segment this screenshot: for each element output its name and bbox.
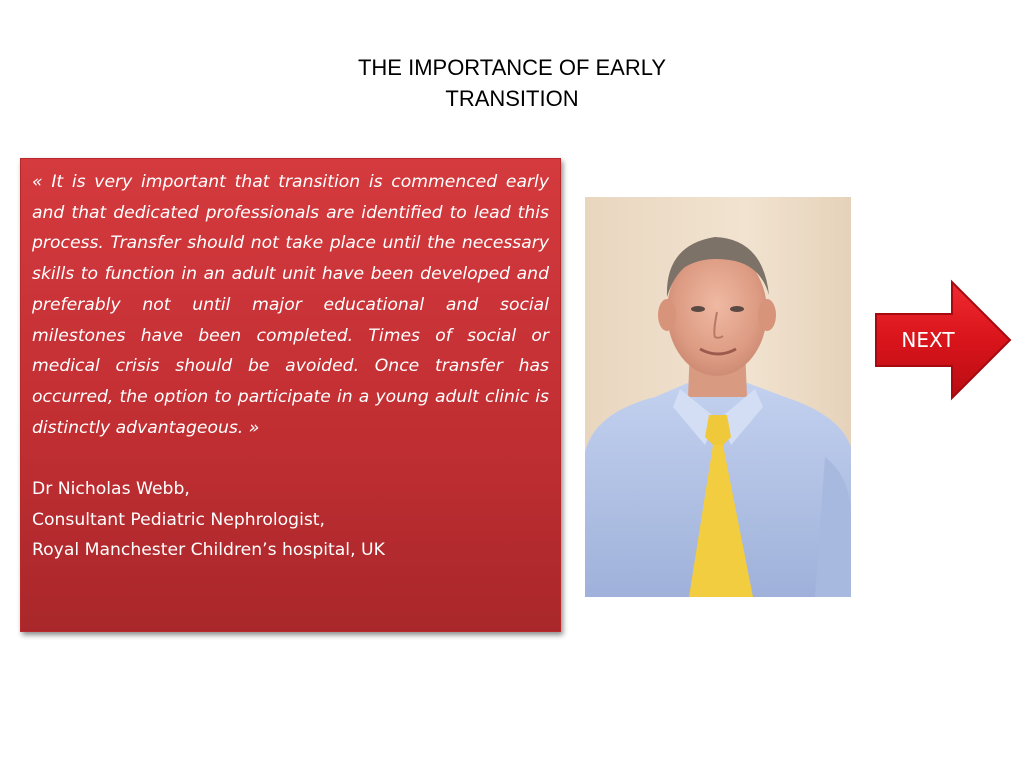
portrait-photo [585, 197, 851, 597]
quote-text: « It is very important that transition is commenced early and that dedicated professionals are identified to lead this process. Transfer should not take place until the necessary skills to function in an adult unit have been developed and preferably not until major educational and social milestones have been completed. Times of social or medical crisis should be avoided. Once transfer has occurred, the option to participate in a young adult clinic is distinctly advantageous. » [32, 172, 549, 438]
author-name: Dr Nicholas Webb, [32, 479, 190, 500]
slide-title-line-2: TRANSITION [445, 86, 579, 111]
slide-title [262, 52, 762, 114]
next-label: NEXT [901, 328, 955, 352]
slide-title-line-1: THE IMPORTANCE OF EARLY [357, 55, 667, 80]
next-button[interactable] [872, 278, 1014, 402]
author-organization: Royal Manchester Children’s hospital, UK [32, 540, 385, 561]
author-role: Consultant Pediatric Nephrologist, [32, 509, 326, 530]
quote-box [20, 158, 561, 632]
quote-attribution [32, 474, 549, 566]
right-arrow-icon [872, 278, 1014, 402]
portrait-illustration [585, 197, 851, 597]
